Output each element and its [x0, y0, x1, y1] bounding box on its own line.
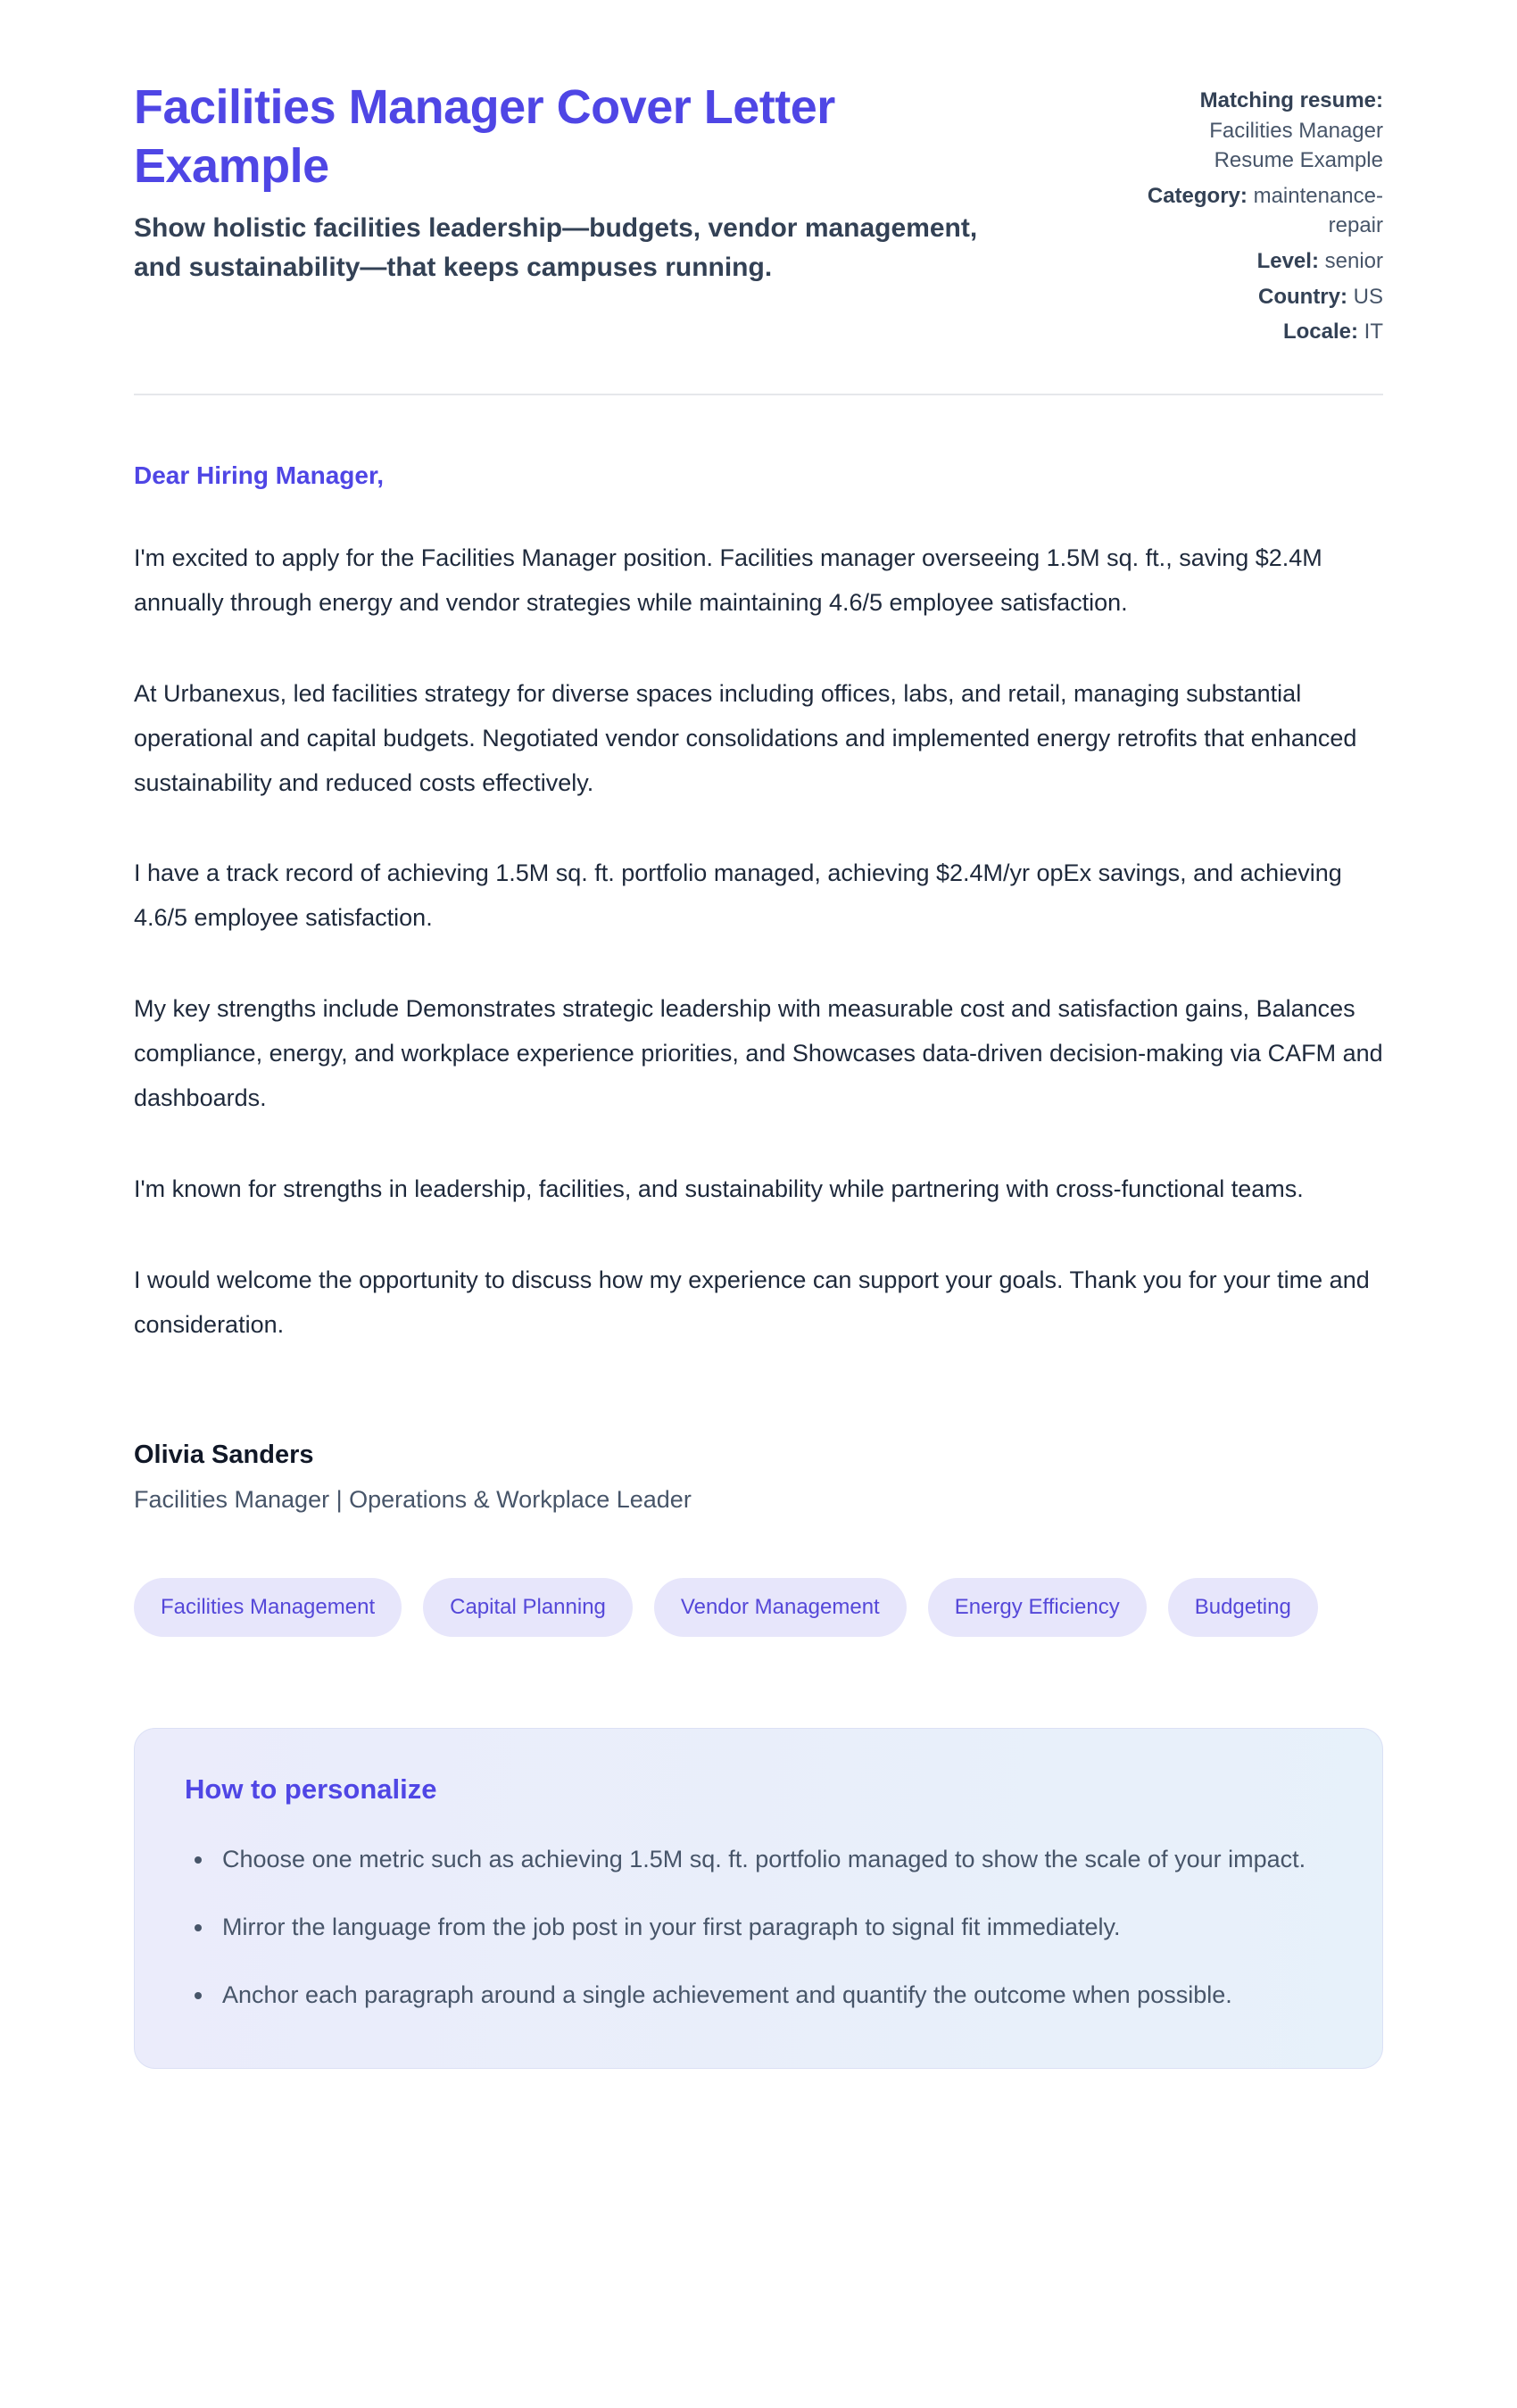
signature-name: Olivia Sanders	[134, 1440, 314, 1469]
page-title: Facilities Manager Cover Letter Example	[134, 80, 835, 193]
personalize-bullets	[185, 1838, 1332, 2018]
meta-level	[1124, 246, 1383, 277]
header	[134, 79, 1383, 353]
meta-matching-resume-label: Matching resume:	[1199, 88, 1383, 112]
page-subtitle: Show holistic facilities leadership—budgets, vendor management, and sustainability—that keeps campuses running.	[134, 212, 978, 282]
salutation: Dear Hiring Manager,	[134, 461, 385, 489]
letter-paragraph: At Urbanexus, led facilities strategy for diverse spaces including offices, labs, and retail, managing substantial operational and capital budgets. Negotiated vendor consolidations and implemented energy retrofits that enhanced sustainability and reduced costs effectively.	[134, 679, 1357, 796]
tag-chip[interactable]: Capital Planning	[423, 1578, 633, 1637]
meta-category-label: Category:	[1147, 183, 1248, 208]
meta-level-label: Level:	[1256, 248, 1319, 273]
signature-title: Facilities Manager | Operations & Workplace Leader	[134, 1485, 692, 1513]
letter-paragraph: I'm excited to apply for the Facilities Manager position. Facilities manager overseeing 1.5M sq. ft., saving $2.4M annually through energy and vendor strategies while maintaining 4.6/5 employee satisfaction.	[134, 544, 1322, 616]
page	[134, 0, 1383, 2069]
tag-chip[interactable]: Facilities Management	[134, 1578, 402, 1637]
letter-paragraph: I'm known for strengths in leadership, facilities, and sustainability while partnering with cross-functional teams.	[134, 1175, 1304, 1203]
personalize-bullet: • Choose one metric such as achieving 1.5M sq. ft. portfolio managed to show the scale of your impact.	[215, 1838, 1313, 1882]
personalize-card	[134, 1728, 1383, 2069]
meta-category-value: maintenance-repair	[1253, 183, 1383, 238]
meta-matching-resume-link[interactable]: Facilities Manager Resume Example	[1209, 118, 1383, 173]
meta-country-label: Country:	[1258, 284, 1347, 309]
meta-locale	[1124, 317, 1383, 347]
tag-chip[interactable]: Vendor Management	[654, 1578, 907, 1637]
letter-paragraphs	[134, 536, 1383, 1348]
letter-paragraph: My key strengths include Demonstrates strategic leadership with measurable cost and satisfaction gains, Balances compliance, energy, and workplace experience priorities, and Showcases data-driven decision-making via CAFM and dashboards.	[134, 995, 1383, 1112]
cover-letter-body	[134, 461, 1383, 1514]
meta-panel	[1124, 79, 1383, 353]
meta-matching-resume	[1124, 86, 1383, 176]
personalize-bullet: • Mirror the language from the job post in your first paragraph to signal fit immediately.	[215, 1906, 1313, 1950]
tag-chip[interactable]: Energy Efficiency	[928, 1578, 1147, 1637]
meta-level-value: senior	[1324, 248, 1383, 273]
personalize-bullet: • Anchor each paragraph around a single achievement and quantify the outcome when possible.	[215, 1973, 1313, 2018]
meta-country-value: US	[1353, 284, 1383, 309]
personalize-heading: How to personalize	[185, 1773, 437, 1805]
tag-chip[interactable]: Budgeting	[1168, 1578, 1318, 1637]
meta-locale-label: Locale:	[1282, 320, 1358, 345]
letter-paragraph: I would welcome the opportunity to discuss how my experience can support your goals. Thank you for your time and consideration.	[134, 1266, 1370, 1338]
header-text-block	[134, 79, 1026, 287]
meta-country	[1124, 282, 1383, 312]
meta-locale-value: IT	[1364, 320, 1383, 345]
meta-category	[1124, 181, 1383, 241]
letter-paragraph: I have a track record of achieving 1.5M sq. ft. portfolio managed, achieving $2.4M/yr opEx savings, and achieving 4.6/5 employee satisfaction.	[134, 859, 1342, 932]
divider	[134, 394, 1383, 395]
tag-list	[134, 1578, 1383, 1637]
